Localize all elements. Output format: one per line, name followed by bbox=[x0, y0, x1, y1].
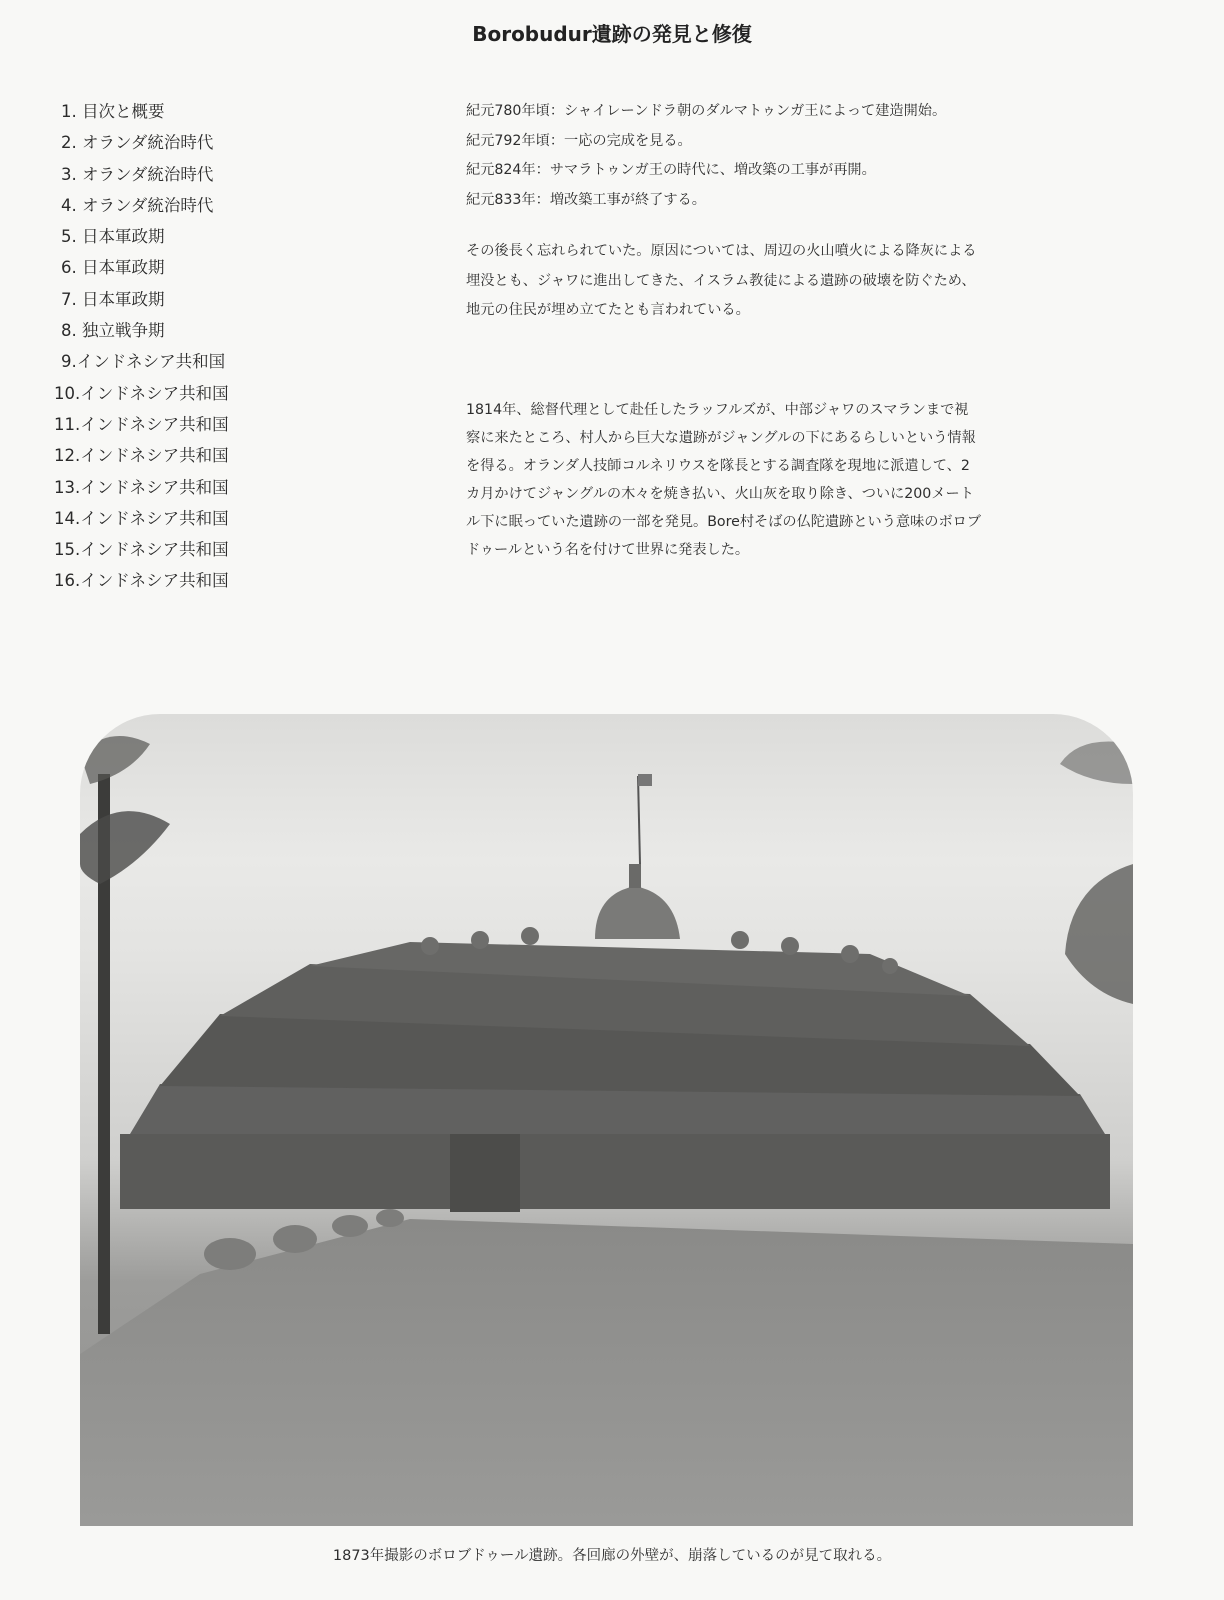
toc-item[interactable]: 9.インドネシア共和国 bbox=[61, 352, 226, 372]
photo-caption: 1873年撮影のボロブドゥール遺跡。各回廊の外壁が、崩落しているのが見て取れる。 bbox=[332, 1548, 892, 1564]
toc-item[interactable]: 6. 日本軍政期 bbox=[61, 258, 165, 278]
borobudur-photo bbox=[80, 714, 1133, 1526]
paragraph-line: カ月かけてジャングルの木々を焼き払い、火山灰を取り除き、ついに200メート bbox=[466, 485, 974, 502]
timeline bbox=[466, 97, 1166, 215]
toc-item[interactable]: 1. 目次と概要 bbox=[61, 102, 165, 121]
stupa-spire bbox=[629, 864, 641, 888]
flag-pole bbox=[638, 776, 640, 864]
toc-item[interactable]: 4. オランダ統治時代 bbox=[61, 195, 214, 215]
main-stupa bbox=[595, 886, 680, 939]
paragraph-history bbox=[466, 237, 1166, 326]
timeline-entry: 紀元833年：増改築工事が終了する。 bbox=[466, 191, 706, 208]
toc-item[interactable]: 5. 日本軍政期 bbox=[61, 227, 165, 247]
toc-item[interactable]: 7. 日本軍政期 bbox=[61, 289, 165, 309]
paragraph-discovery bbox=[466, 396, 1166, 564]
temple-illustration bbox=[80, 714, 1133, 1526]
toc-item[interactable]: 12.インドネシア共和国 bbox=[54, 446, 229, 466]
paragraph-line: 1814年、総督代理として赴任したラッフルズが、中部ジャワのスマランまで視 bbox=[466, 401, 969, 418]
paragraph-line: 埋没とも、ジャワに進出してきた、イスラム教徒による遺跡の破壊を防ぐため、 bbox=[466, 272, 976, 289]
paragraph-line: ドゥールという名を付けて世界に発表した。 bbox=[466, 541, 750, 558]
timeline-entry: 紀元824年：サマラトゥンガ王の時代に、増改築の工事が再開。 bbox=[466, 162, 876, 178]
table-of-contents bbox=[54, 96, 294, 597]
toc-item[interactable]: 14.インドネシア共和国 bbox=[54, 508, 229, 528]
toc-item[interactable]: 13.インドネシア共和国 bbox=[54, 477, 229, 497]
toc-item[interactable]: 16.インドネシア共和国 bbox=[54, 571, 229, 591]
toc-item[interactable]: 2. オランダ統治時代 bbox=[61, 133, 214, 153]
paragraph-line: 地元の住民が埋め立てたとも言われている。 bbox=[466, 302, 750, 318]
timeline-entry: 紀元792年頃：一応の完成を見る。 bbox=[466, 132, 692, 149]
main-content bbox=[466, 97, 1166, 564]
toc-item[interactable]: 15.インドネシア共和国 bbox=[54, 540, 229, 560]
page-title: Borobudur遺跡の発見と修復 bbox=[472, 22, 752, 46]
flag bbox=[638, 774, 652, 786]
toc-item[interactable]: 3. オランダ統治時代 bbox=[61, 164, 214, 184]
temple-base bbox=[120, 1134, 1110, 1209]
paragraph-line: 察に来たところ、村人から巨大な遺跡がジャングルの下にあるらしいという情報 bbox=[466, 429, 976, 446]
toc-item[interactable]: 10.インドネシア共和国 bbox=[54, 383, 229, 403]
tree-left bbox=[80, 736, 170, 1334]
timeline-entry: 紀元780年頃：シャイレーンドラ朝のダルマトゥンガ王によって建造開始。 bbox=[466, 103, 947, 119]
paragraph-line: ル下に眠っていた遺跡の一部を発見。Bore村そばの仏陀遺跡という意味のボロブ bbox=[466, 513, 982, 530]
toc-item[interactable]: 11.インドネシア共和国 bbox=[54, 414, 229, 434]
paragraph-line: その後長く忘れられていた。原因については、周辺の火山噴火による降灰による bbox=[466, 243, 977, 259]
tree-right bbox=[1060, 742, 1133, 1005]
temple-staircase bbox=[450, 1134, 520, 1212]
toc-item[interactable]: 8. 独立戦争期 bbox=[61, 321, 165, 341]
paragraph-line: を得る。オランダ人技師コルネリウスを隊長とする調査隊を現地に派遣して、2 bbox=[466, 457, 970, 474]
